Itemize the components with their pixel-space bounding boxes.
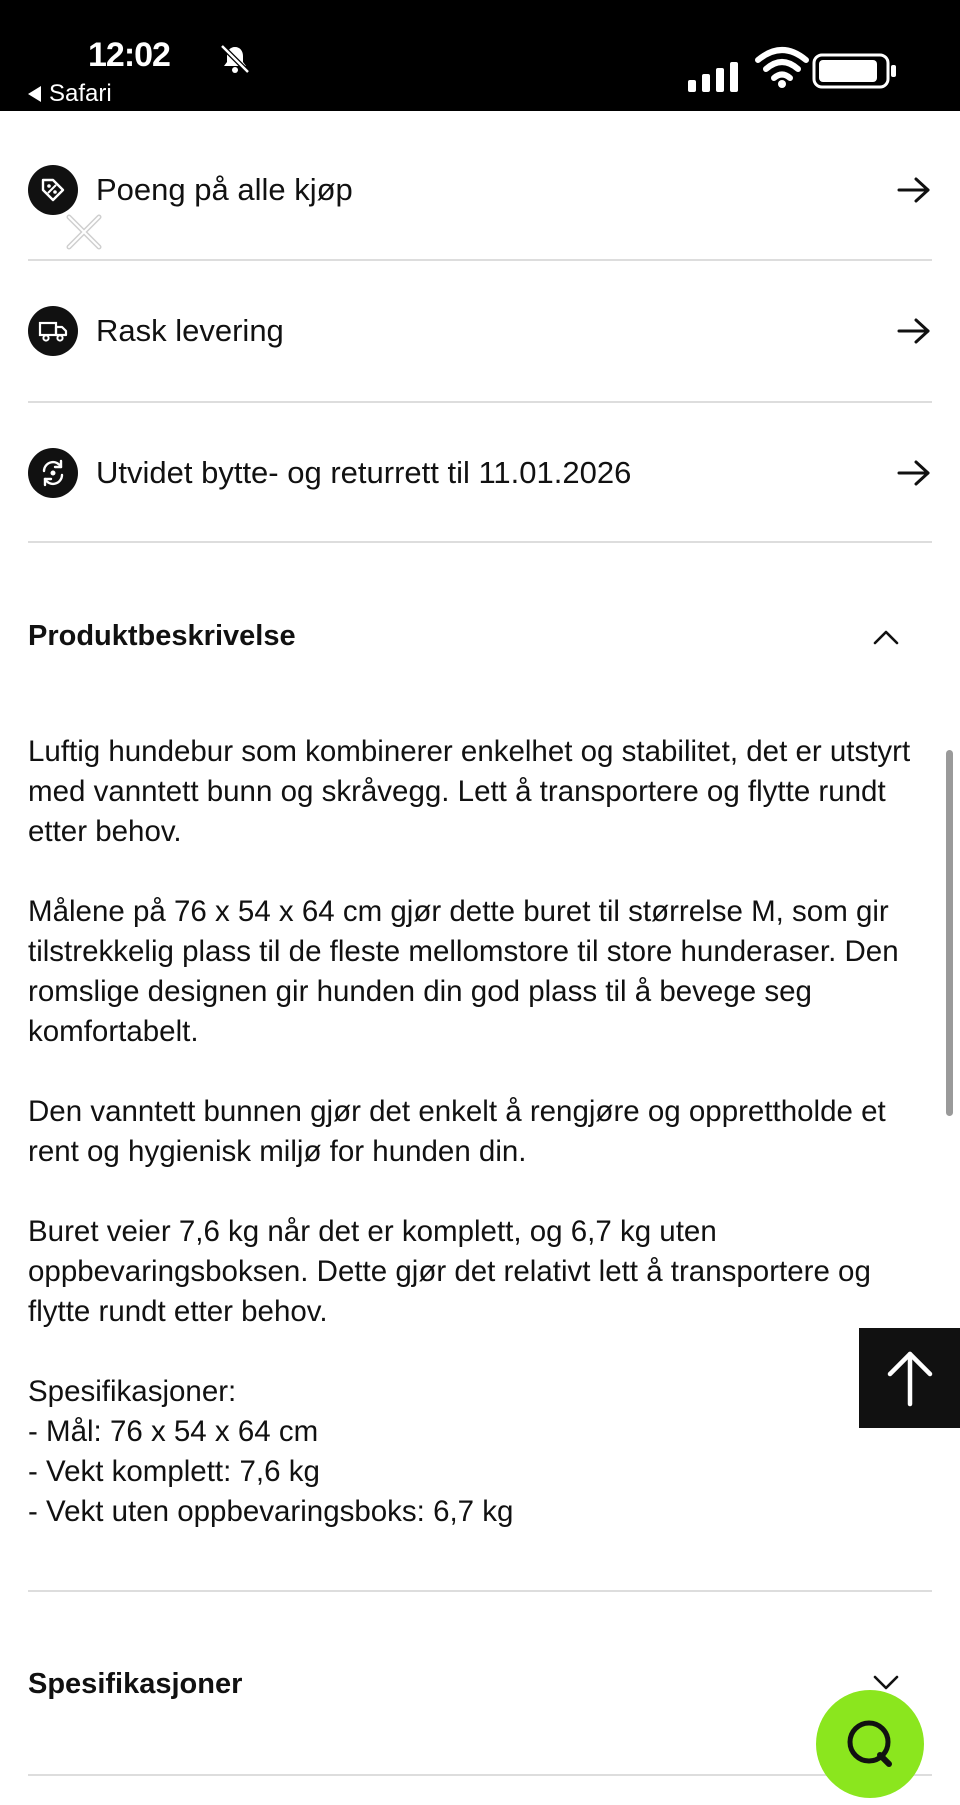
status-bar [0,0,960,111]
divider [28,1774,932,1776]
close-icon[interactable] [64,212,104,252]
fast-delivery-label: Rask levering [96,313,284,348]
chevron-down-icon[interactable] [871,1672,901,1692]
back-label: Safari [49,80,112,107]
product-description-body [28,732,932,1532]
spec-item: - Mål: 76 x 54 x 64 cm [28,1415,319,1448]
fast-delivery-row[interactable] [28,261,932,401]
specs-list [28,1372,932,1532]
description-paragraph: Den vanntett bunnen gjør det enkelt å rengjøre og opprettholde et rent og hygienisk miljø for hunden din. [28,1095,886,1168]
description-paragraph: Buret veier 7,6 kg når det er komplett, og 6,7 kg uten oppbevaringsboksen. Dette gjør det relativt lett å transportere og flytte rundt etter behov. [28,1215,871,1328]
chat-button[interactable] [816,1690,924,1798]
spec-item: - Vekt uten oppbevaringsboks: 6,7 kg [28,1495,514,1528]
description-paragraph: Målene på 76 x 54 x 64 cm gjør dette buret til størrelse M, som gir tilstrekkelig plass til de fleste mellomstore til store hunderaser. Den romslige designen gir hunden din god plass til å bevege seg komfortabelt. [28,895,899,1048]
product-description-title: Produktbeskrivelse [28,620,296,652]
extended-return-label: Utvidet bytte- og returrett til 11.01.2026 [96,455,632,490]
back-to-top-button[interactable] [859,1328,960,1428]
points-row[interactable] [28,120,932,260]
chevron-up-icon[interactable] [871,627,901,647]
exchange-return-icon [28,448,78,498]
extended-return-row[interactable] [28,403,932,543]
arrow-up-icon [884,1348,936,1408]
arrow-right-icon [896,175,932,205]
back-triangle-icon [28,86,41,102]
chat-bubble-icon [840,1714,900,1774]
divider [28,1590,932,1592]
arrow-right-icon [896,316,932,346]
silent-bell-icon [218,42,252,76]
back-to-safari[interactable] [28,80,112,108]
specifications-title: Spesifikasjoner [28,1668,243,1700]
delivery-truck-icon [28,306,78,356]
status-time: 12:02 [88,36,170,74]
wifi-icon [752,42,812,90]
arrow-right-icon [896,458,932,488]
tag-percent-icon [28,165,78,215]
battery-icon [812,52,898,90]
divider [28,541,932,543]
scrollbar[interactable] [946,750,953,1116]
points-label: Poeng på alle kjøp [96,172,353,207]
specs-heading: Spesifikasjoner: [28,1375,237,1408]
description-paragraph: Luftig hundebur som kombinerer enkelhet og stabilitet, det er utstyrt med vanntett bunn og skråvegg. Lett å transportere og flytte rundt etter behov. [28,735,911,848]
spec-item: - Vekt komplett: 7,6 kg [28,1455,320,1488]
